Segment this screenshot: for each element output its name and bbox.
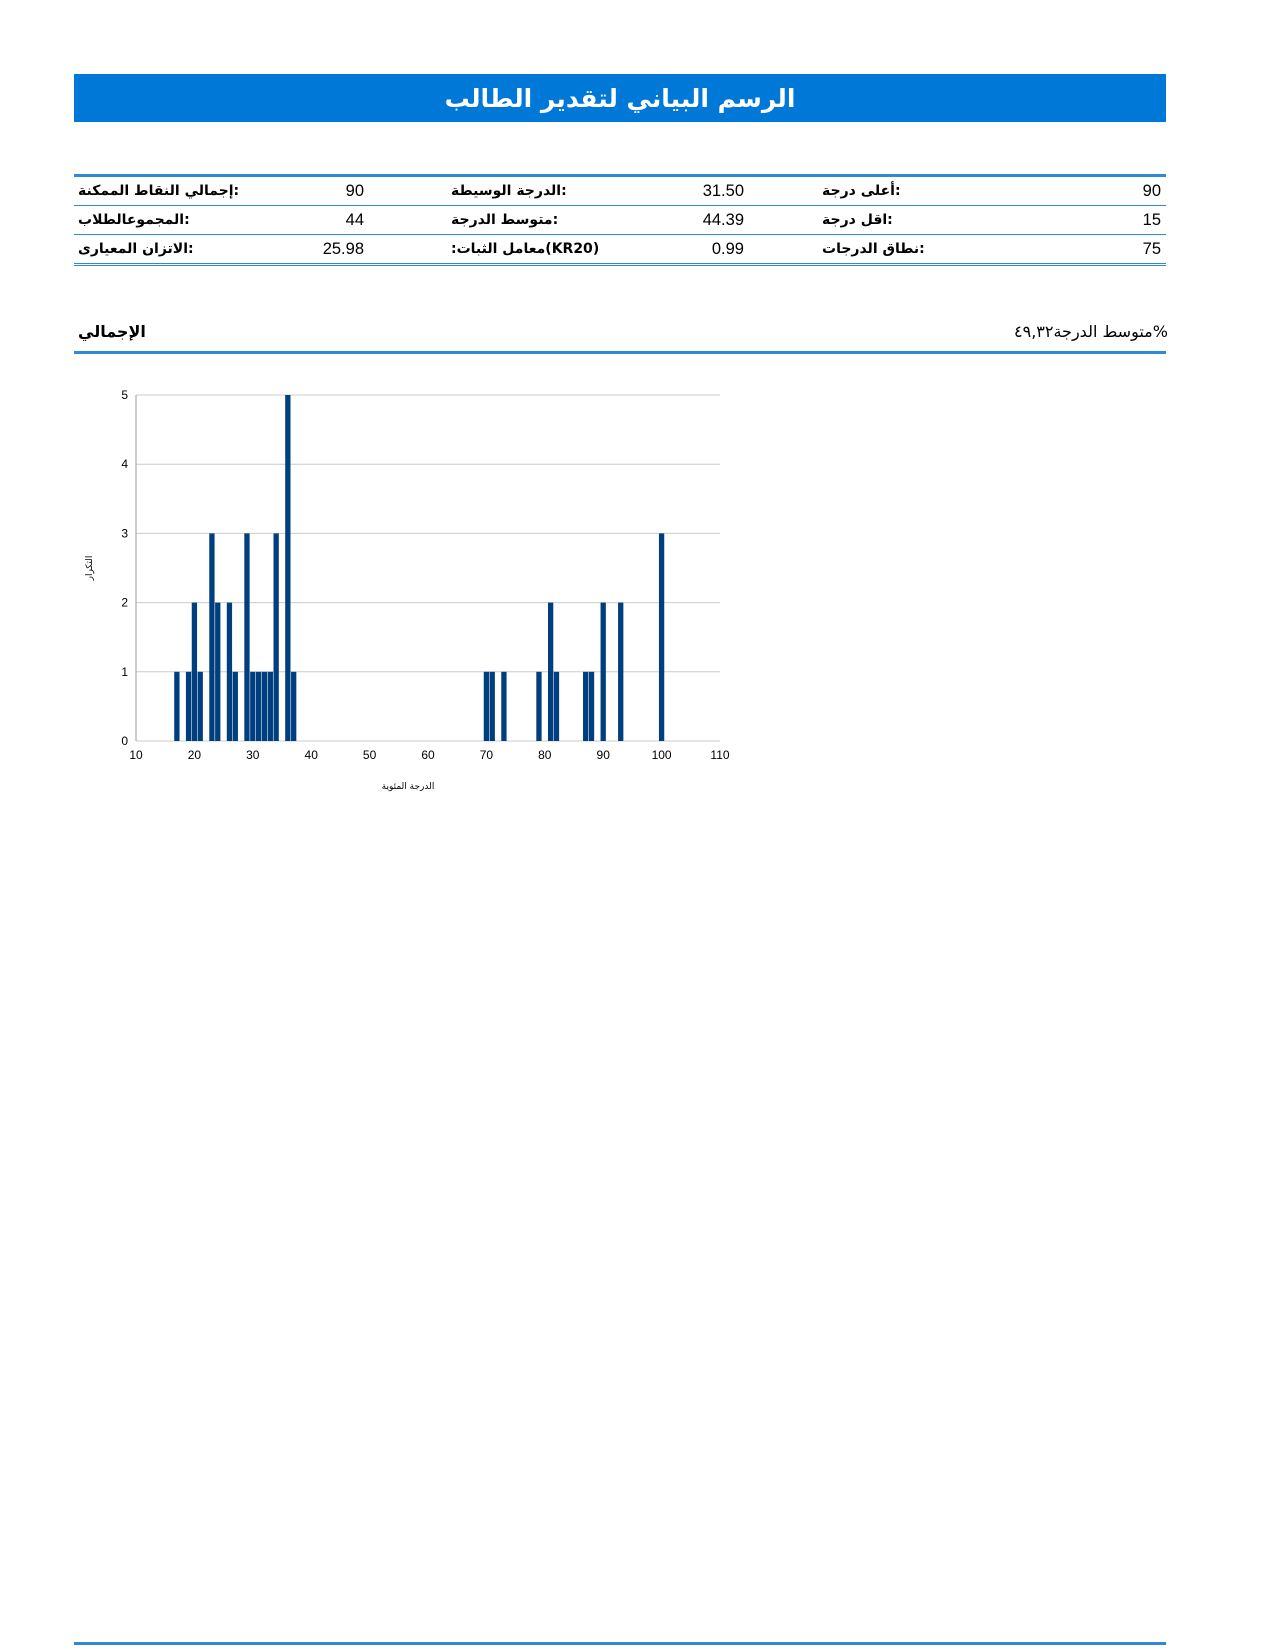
summary-stats-table bbox=[74, 174, 1166, 266]
histogram-bar bbox=[583, 672, 588, 741]
histogram-bar bbox=[192, 603, 197, 741]
stat-value: 90 bbox=[345, 182, 364, 200]
stat-label: (KR20)معامل الثبات: bbox=[451, 241, 600, 257]
x-tick-label: 50 bbox=[362, 748, 377, 762]
stat-value: 90 bbox=[1142, 182, 1161, 200]
x-tick-label: 90 bbox=[596, 748, 610, 762]
stat-label: :المجموعالطلاب bbox=[78, 212, 190, 228]
histogram-bar bbox=[227, 603, 232, 741]
histogram-bar bbox=[198, 672, 203, 741]
stat-value: 44 bbox=[345, 211, 364, 229]
y-tick-label: 3 bbox=[121, 526, 128, 541]
y-axis-title: التكرار bbox=[85, 555, 95, 581]
histogram-bar bbox=[262, 672, 267, 741]
histogram-bar bbox=[291, 672, 296, 741]
histogram-bar bbox=[256, 672, 261, 741]
y-tick-label: 4 bbox=[121, 457, 128, 472]
y-tick-label: 0 bbox=[121, 734, 128, 748]
section-header bbox=[74, 318, 1166, 354]
histogram-bar bbox=[250, 672, 255, 741]
stat-label: :اقل درجة bbox=[822, 212, 893, 228]
histogram-bar bbox=[601, 603, 606, 741]
score-histogram bbox=[74, 378, 774, 798]
histogram-bar bbox=[536, 672, 541, 741]
stat-value: 15 bbox=[1142, 211, 1161, 229]
histogram-bar bbox=[186, 672, 191, 741]
x-axis-title: الدرجة المئوية bbox=[381, 782, 435, 792]
histogram-bar bbox=[548, 603, 553, 741]
histogram-bar bbox=[268, 672, 273, 741]
average-percent: %متوسط الدرجة٤٩,٣٢ bbox=[1014, 322, 1168, 341]
stats-row bbox=[74, 177, 1166, 206]
y-tick-label: 1 bbox=[121, 664, 128, 679]
x-tick-label: 80 bbox=[538, 748, 552, 762]
stats-row bbox=[74, 206, 1166, 235]
x-tick-label: 40 bbox=[304, 748, 318, 762]
x-tick-label: 10 bbox=[129, 748, 143, 762]
stat-value: 75 bbox=[1142, 240, 1161, 258]
y-tick-label: 5 bbox=[121, 388, 128, 402]
histogram-bar bbox=[233, 672, 238, 741]
stat-label: :متوسط الدرجة bbox=[451, 212, 559, 228]
histogram-bar bbox=[484, 672, 489, 741]
histogram-bar bbox=[215, 603, 220, 741]
x-tick-label: 110 bbox=[710, 748, 730, 762]
footer-rule bbox=[74, 1642, 1166, 1645]
stat-label: :الاتزان المعيارى bbox=[78, 241, 194, 257]
x-tick-label: 100 bbox=[651, 748, 672, 762]
histogram-bar bbox=[554, 672, 559, 741]
x-tick-label: 70 bbox=[479, 748, 494, 762]
x-tick-label: 60 bbox=[421, 748, 435, 762]
histogram-bar bbox=[501, 672, 506, 741]
histogram-bar bbox=[659, 533, 664, 741]
section-title: الإجمالي bbox=[78, 322, 146, 341]
stat-label: :الدرجة الوسيطة bbox=[451, 183, 567, 199]
histogram-bar bbox=[174, 672, 179, 741]
stat-value: 25.98 bbox=[322, 240, 364, 258]
x-tick-label: 20 bbox=[187, 748, 202, 762]
y-tick-label: 2 bbox=[121, 595, 128, 610]
histogram-bar bbox=[285, 395, 290, 741]
stat-label: :أعلى درجة bbox=[822, 183, 901, 199]
stat-label: :إجمالي النقاط الممكنة bbox=[78, 183, 240, 199]
histogram-bar bbox=[244, 533, 249, 741]
x-tick-label: 30 bbox=[246, 748, 260, 762]
histogram-bar bbox=[589, 672, 594, 741]
stat-value: 0.99 bbox=[711, 240, 744, 258]
stat-label: :نطاق الدرجات bbox=[822, 241, 925, 257]
histogram-bar bbox=[618, 603, 623, 741]
stat-value: 31.50 bbox=[702, 182, 744, 200]
histogram-bar bbox=[209, 533, 214, 741]
stats-row bbox=[74, 235, 1166, 263]
histogram-bar bbox=[490, 672, 495, 741]
histogram-bar bbox=[274, 533, 279, 741]
report-title: الرسم البياني لتقدير الطالب bbox=[74, 74, 1166, 122]
stat-value: 44.39 bbox=[702, 211, 744, 229]
